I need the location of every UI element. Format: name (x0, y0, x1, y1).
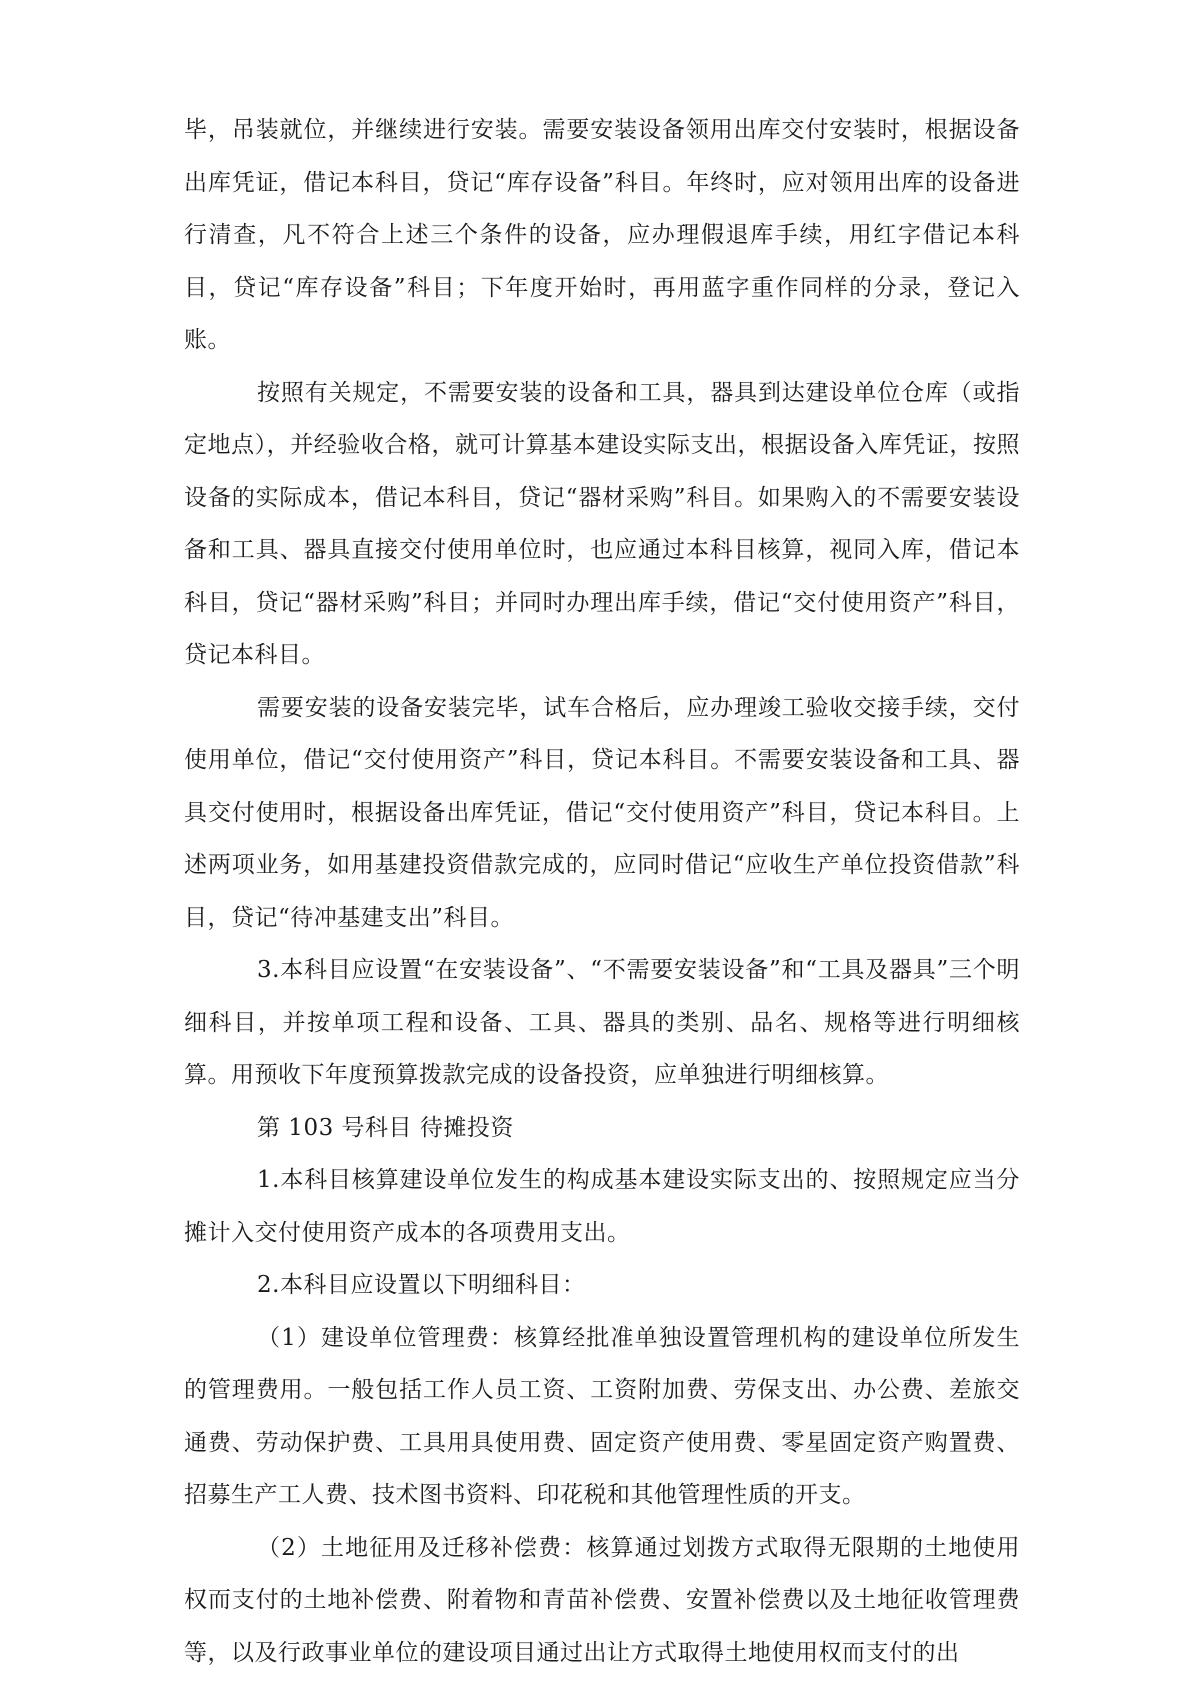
paragraph-management-fee: （1）建设单位管理费：核算经批准单独设置管理机构的建设单位所发生的管理费用。一般包括工作人员工资、工资附加费、劳保支出、办公费、差旅交通费、劳动保护费、工具用具使用费、固定资产使用费、零星固定资产购置费、招募生产工人费、技术图书资料、印花税和其他管理性质的开支。 (184, 1324, 1020, 1508)
paragraph-account-scope: 1.本科目核算建设单位发生的构成基本建设实际支出的、按照规定应当分摊计入交付使用资产成本的各项费用支出。 (184, 1167, 1020, 1246)
paragraph-detail-accounts: 3.本科目应设置“在安装设备”、“不需要安装设备”和“工具及器具”三个明细科目，并按单项工程和设备、工具、器具的类别、品名、规格等进行明细核算。用预收下年度预算拨款完成的设备投资，应单独进行明细核算。 (184, 957, 1020, 1088)
paragraph-subaccounts-intro: 2.本科目应设置以下明细科目： (257, 1272, 586, 1298)
paragraph-uninstalled-equipment: 按照有关规定，不需要安装的设备和工具，器具到达建设单位仓库（或指定地点），并经验收合格，就可计算基本建设实际支出，根据设备入库凭证，按照设备的实际成本，借记本科目，贷记“器材采购”科目。如果购入的不需要安装设备和工具、器具直接交付使用单位时，也应通过本科目核算，视同入库，借记本科目，贷记“器材采购”科目；并同时办理出库手续，借记“交付使用资产”科目，贷记本科目。 (184, 379, 1020, 668)
document-body (184, 104, 1020, 1679)
paragraph-installed-equipment: 需要安装的设备安装完毕，试车合格后，应办理竣工验收交接手续，交付使用单位，借记“交付使用资产”科目，贷记本科目。不需要安装设备和工具、器具交付使用时，根据设备出库凭证，借记“交付使用资产”科目，贷记本科目。上述两项业务，如用基建投资借款完成的，应同时借记“应收生产单位投资借款”科目，贷记“待冲基建支出”科目。 (184, 694, 1020, 931)
account-heading-103: 第 103 号科目 待摊投资 (257, 1114, 514, 1141)
paragraph-land-compensation: （2）土地征用及迁移补偿费：核算通过划拨方式取得无限期的土地使用权而支付的土地补偿费、附着物和青苗补偿费、安置补偿费以及土地征收管理费等，以及行政事业单位的建设项目通过出让方式取得土地使用权而支付的出 (184, 1534, 1020, 1666)
paragraph-continuation: 毕，吊装就位，并继续进行安装。需要安装设备领用出库交付安装时，根据设备出库凭证，借记本科目，贷记“库存设备”科目。年终时，应对领用出库的设备进行清查，凡不符合上述三个条件的设备，应办理假退库手续，用红字借记本科目，贷记“库存设备”科目；下年度开始时，再用蓝字重作同样的分录，登记入账。 (184, 117, 1020, 353)
